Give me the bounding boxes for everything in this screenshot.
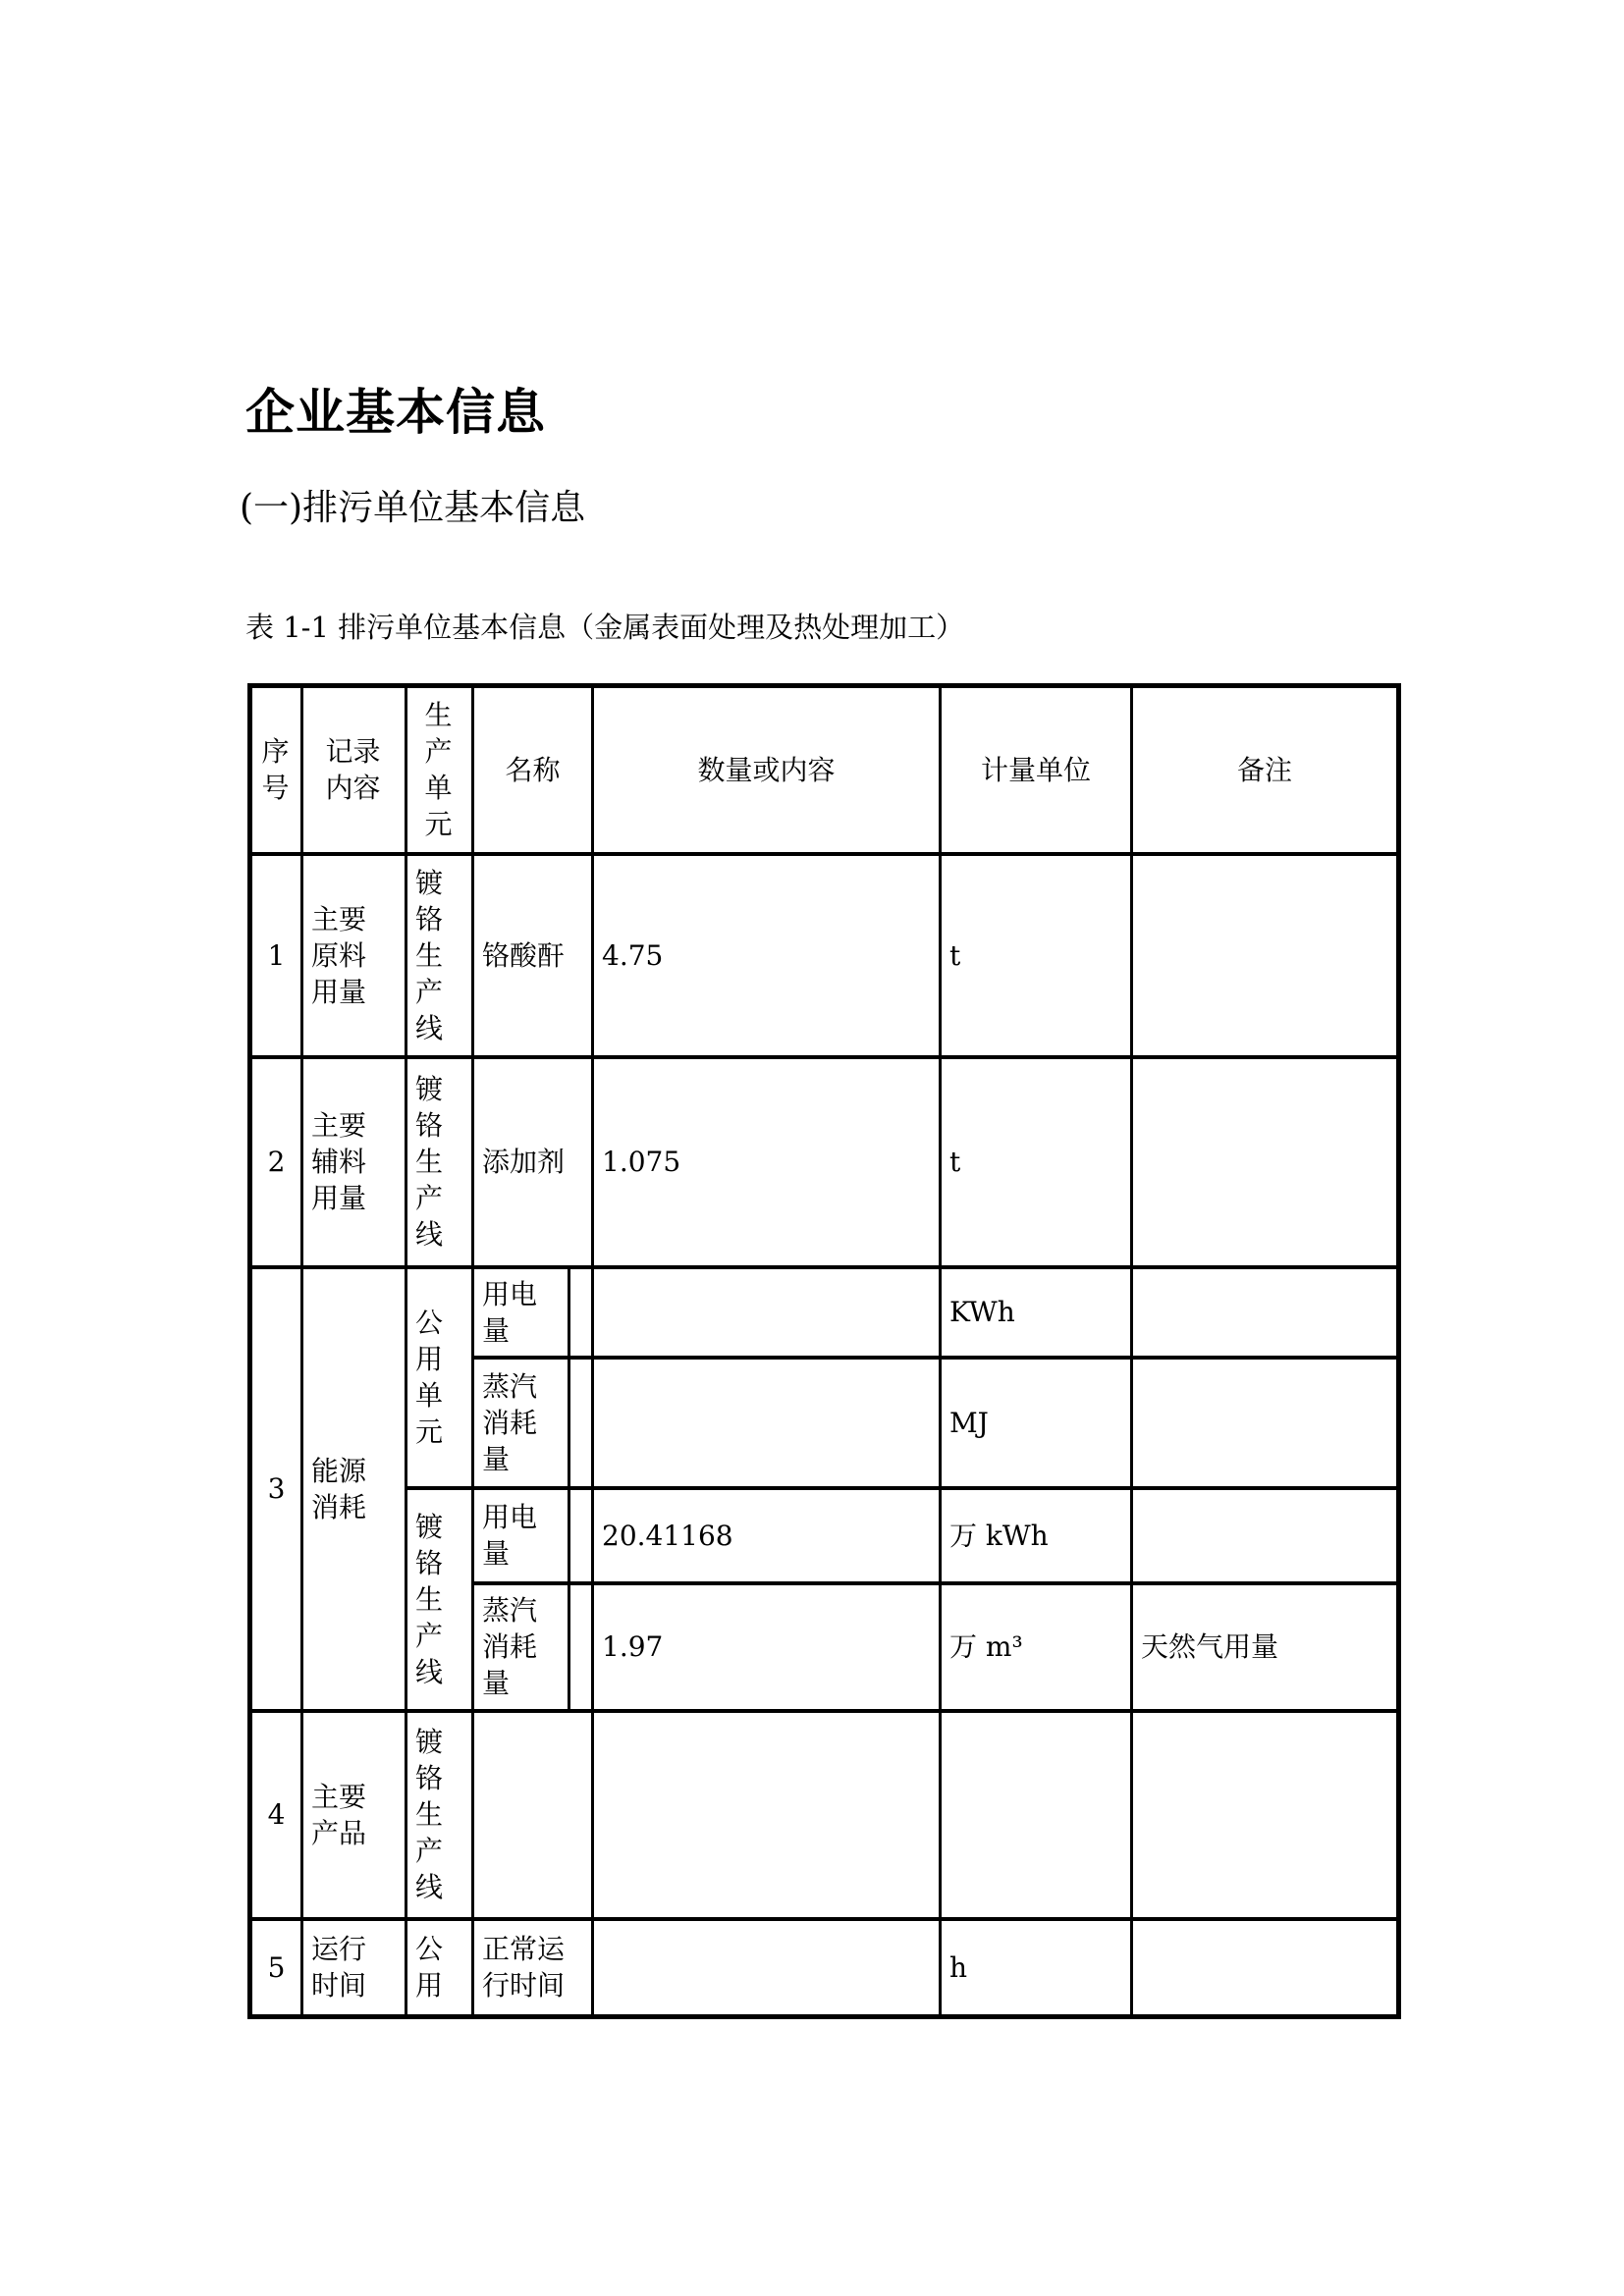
- header-cell-no: [250, 686, 302, 854]
- cell-r2-record: [302, 1057, 406, 1267]
- section-subtitle: (一)排污单位基本信息: [240, 488, 586, 528]
- header-cell-record: [302, 686, 406, 854]
- cell-r3-sub3-qty: 1.97: [593, 1583, 941, 1711]
- page-title: 企业基本信息: [245, 383, 546, 441]
- basic-info-table: [247, 683, 1401, 2019]
- table-caption: 表 1-1 排污单位基本信息（金属表面处理及热处理加工）: [245, 611, 965, 644]
- cell-r4-no: 4: [250, 1711, 302, 1919]
- cell-r5-qty: [593, 1919, 941, 2017]
- table-header-row: [250, 686, 1399, 854]
- header-cell-record-text: 记录内容: [325, 735, 381, 805]
- cell-r1-measure: t: [941, 854, 1132, 1057]
- cell-r3-sub0-unit-text: 公用单元: [415, 1307, 444, 1448]
- cell-r3-sub1-qty: [593, 1358, 941, 1488]
- cell-r2-qty: 1.075: [593, 1057, 941, 1267]
- cell-r4-name: [473, 1711, 593, 1919]
- cell-r2-name: 添加剂: [473, 1057, 593, 1267]
- table-row-3a: [250, 1267, 1399, 1358]
- cell-r2-record-text: 主要辅料用量: [311, 1109, 367, 1214]
- cell-r3-sub2-spacer: [569, 1488, 593, 1583]
- cell-r2-note: [1132, 1057, 1399, 1267]
- cell-r2-unit-text: 镀铬生产线: [415, 1073, 444, 1251]
- cell-r3-sub3-name-text: 蒸汽消耗量: [482, 1594, 538, 1699]
- cell-r3-sub3-measure: 万 m³: [941, 1583, 1132, 1711]
- header-cell-measure: 计量单位: [941, 686, 1132, 854]
- header-cell-name: 名称: [473, 686, 593, 854]
- cell-r5-name: [473, 1919, 593, 2017]
- cell-r3-sub0-note: [1132, 1267, 1399, 1358]
- cell-r1-record-text: 主要原料用量: [311, 902, 367, 1008]
- cell-r3-sub1-name-text: 蒸汽消耗量: [482, 1369, 538, 1475]
- cell-r3-sub2-unit-text: 镀铬生产线: [415, 1510, 444, 1688]
- cell-r3-sub0-unit: [406, 1267, 473, 1488]
- cell-r2-unit: [406, 1057, 473, 1267]
- cell-r3-sub2-unit: [406, 1488, 473, 1711]
- cell-r5-measure: h: [941, 1919, 1132, 2017]
- cell-r3-sub3-spacer: [569, 1583, 593, 1711]
- header-cell-unit-text: 生产单元: [424, 699, 453, 841]
- cell-r3-sub1-name: [473, 1358, 569, 1488]
- cell-r3-sub0-measure: KWh: [941, 1267, 1132, 1358]
- cell-r3-sub0-name-text: 用电量: [482, 1277, 538, 1347]
- cell-r3-sub3-name: [473, 1583, 569, 1711]
- table-row-1: [250, 854, 1399, 1057]
- cell-r1-record: [302, 854, 406, 1057]
- cell-r4-record: [302, 1711, 406, 1919]
- cell-r5-unit-text: 公用: [415, 1933, 444, 2002]
- header-cell-note: 备注: [1132, 686, 1399, 854]
- table-row-4: [250, 1711, 1399, 1919]
- cell-r3-sub2-name-text: 用电量: [482, 1501, 538, 1570]
- cell-r3-sub1-spacer: [569, 1358, 593, 1488]
- cell-r4-record-text: 主要产品: [311, 1780, 367, 1849]
- table-row-5: [250, 1919, 1399, 2017]
- cell-r3-record: [302, 1267, 406, 1711]
- cell-r2-measure: t: [941, 1057, 1132, 1267]
- cell-r3-sub2-measure: 万 kWh: [941, 1488, 1132, 1583]
- cell-r4-qty: [593, 1711, 941, 1919]
- cell-r4-unit-text: 镀铬生产线: [415, 1726, 444, 1903]
- cell-r3-sub0-qty: [593, 1267, 941, 1358]
- cell-r3-sub3-note: 天然气用量: [1132, 1583, 1399, 1711]
- cell-r1-no: 1: [250, 854, 302, 1057]
- cell-r3-no: 3: [250, 1267, 302, 1711]
- cell-r3-sub2-qty: 20.41168: [593, 1488, 941, 1583]
- cell-r4-note: [1132, 1711, 1399, 1919]
- cell-r5-unit: [406, 1919, 473, 2017]
- cell-r1-note: [1132, 854, 1399, 1057]
- cell-r5-note: [1132, 1919, 1399, 2017]
- cell-r1-unit-text: 镀铬生产线: [415, 866, 444, 1044]
- cell-r5-record-text: 运行时间: [311, 1933, 367, 2002]
- cell-r3-sub0-spacer: [569, 1267, 593, 1358]
- header-cell-unit: [406, 686, 473, 854]
- cell-r5-record: [302, 1919, 406, 2017]
- table-row-3c: [250, 1488, 1399, 1583]
- cell-r3-sub2-note: [1132, 1488, 1399, 1583]
- cell-r1-qty: 4.75: [593, 854, 941, 1057]
- cell-r3-sub1-measure: MJ: [941, 1358, 1132, 1488]
- cell-r5-name-text: 正常运行时间: [482, 1933, 566, 2002]
- cell-r1-unit: [406, 854, 473, 1057]
- cell-r3-sub1-note: [1132, 1358, 1399, 1488]
- cell-r1-name: 铬酸酐: [473, 854, 593, 1057]
- cell-r3-sub2-name: [473, 1488, 569, 1583]
- cell-r2-no: 2: [250, 1057, 302, 1267]
- table-row-2: [250, 1057, 1399, 1267]
- cell-r5-no: 5: [250, 1919, 302, 2017]
- header-cell-no-text: 序号: [261, 735, 290, 805]
- cell-r4-measure: [941, 1711, 1132, 1919]
- cell-r3-sub0-name: [473, 1267, 569, 1358]
- cell-r3-record-text: 能源消耗: [311, 1454, 367, 1523]
- cell-r4-unit: [406, 1711, 473, 1919]
- header-cell-qty: 数量或内容: [593, 686, 941, 854]
